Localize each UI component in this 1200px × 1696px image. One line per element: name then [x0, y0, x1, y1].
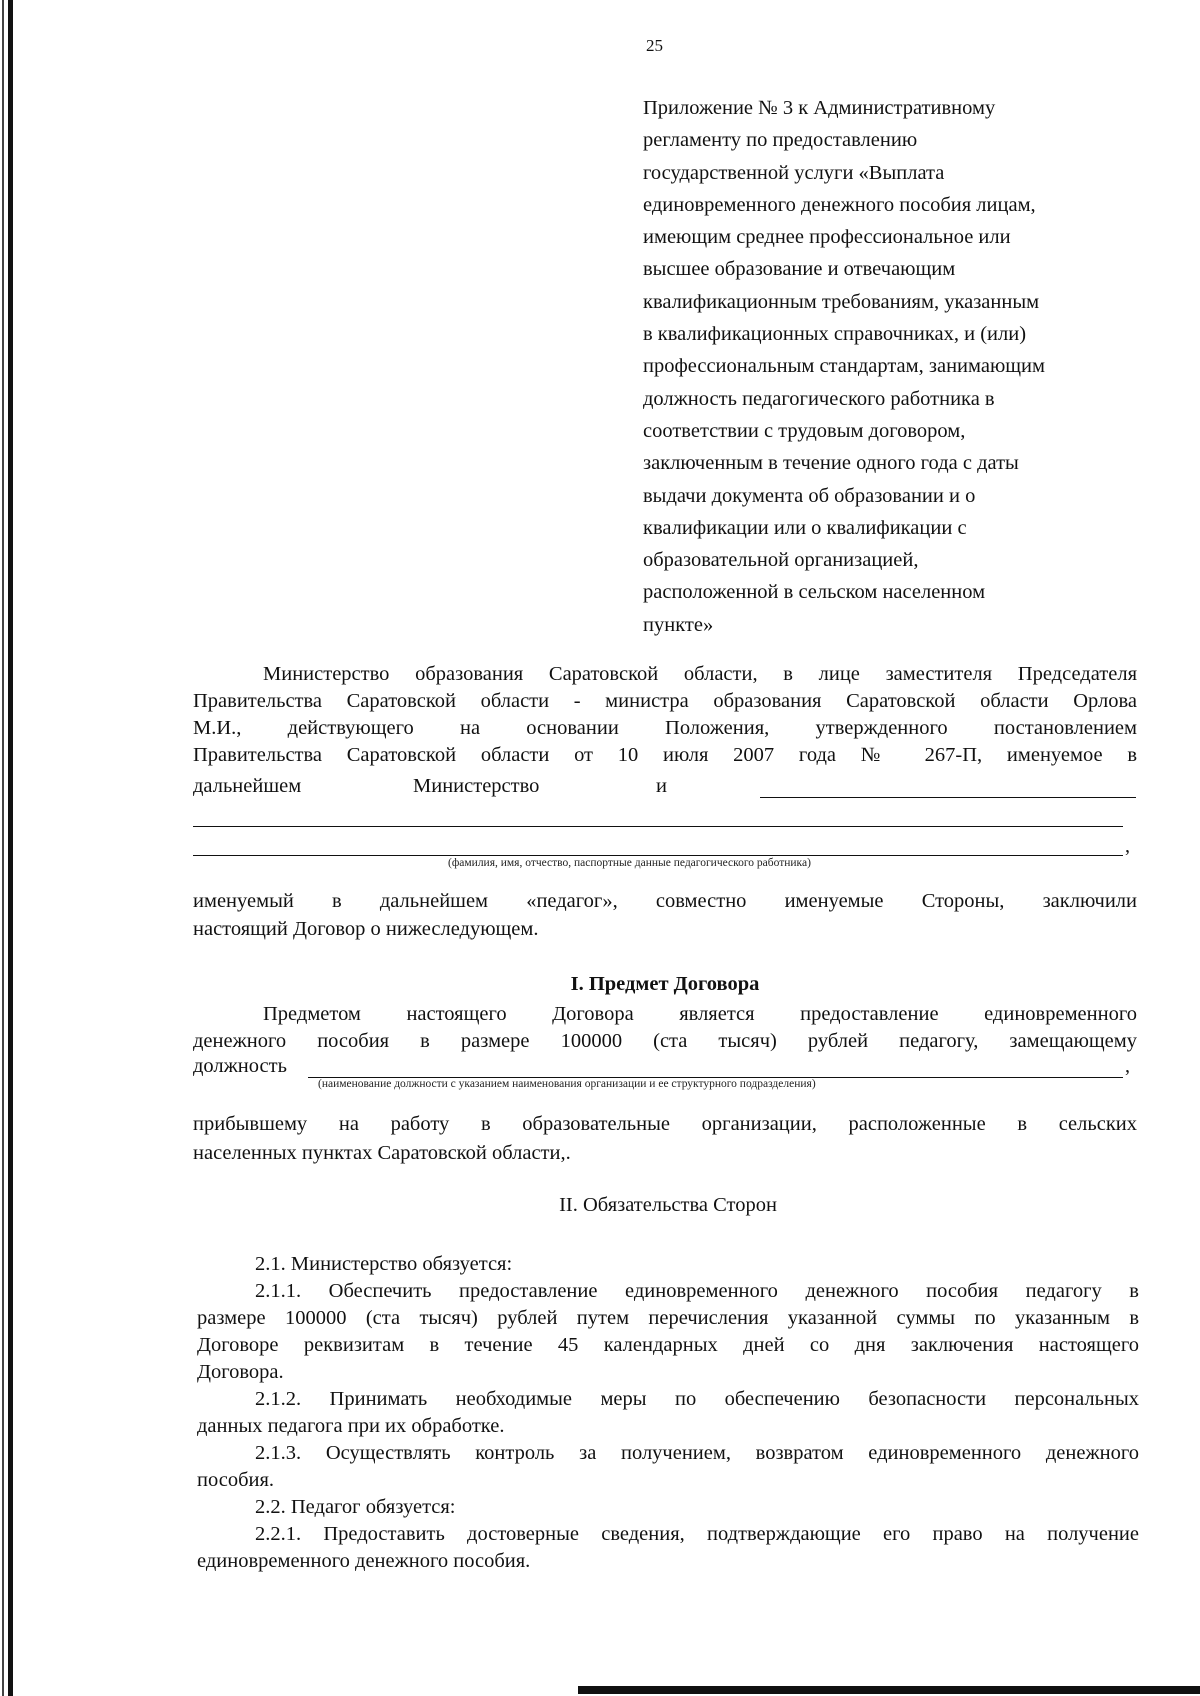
intro-line: Правительства Саратовской области от 10 июля 2007 года № 267-П, именуемое в: [193, 744, 1137, 766]
obligation-line: 2.1.1. Обеспечить предоставление единовременного денежного пособия педагогу в: [255, 1280, 1139, 1302]
intro-line: М.И., действующего на основании Положения, утвержденного постановлением: [193, 717, 1137, 739]
obligation-line: Договоре реквизитам в течение 45 календарных дней со дня заключения настоящего: [197, 1334, 1139, 1356]
section-1-after-line: прибывшему на работу в образовательные организации, расположенные в сельских: [193, 1113, 1137, 1135]
section-1-line: денежного пособия в размере 100000 (ста тысяч) рублей педагогу, замещающему: [193, 1030, 1137, 1052]
fill-line: [193, 855, 1123, 856]
obligation-line: 2.2. Педагог обязуется:: [255, 1496, 456, 1518]
obligation-line: 2.1. Министерство обязуется:: [255, 1253, 513, 1275]
after-intro-paragraph: [193, 887, 1137, 943]
obligation-line: размере 100000 (ста тысяч) рублей путем перечисления указанной суммы по указанным в: [197, 1307, 1139, 1329]
appendix-line: государственной услуги «Выплата: [643, 161, 945, 184]
section-2-title: II. Обязательства Сторон: [559, 1194, 777, 1216]
fill-line: [193, 826, 1123, 827]
appendix-line: имеющим среднее профессиональное или: [643, 226, 1011, 249]
field-caption-position: (наименование должности с указанием наименования организации и ее структурного подразделения): [318, 1078, 816, 1090]
obligation-line: 2.1.3. Осуществлять контроль за получением, возвратом единовременного денежного: [255, 1442, 1139, 1464]
appendix-line: соответствии с трудовым договором,: [643, 419, 966, 442]
obligation-line: 2.2.1. Предоставить достоверные сведения, подтверждающие его право на получение: [255, 1523, 1139, 1545]
appendix-line: должность педагогического работника в: [643, 387, 995, 410]
appendix-line: профессиональным стандартам, занимающим: [643, 355, 1045, 378]
obligation-line: пособия.: [197, 1469, 275, 1491]
fill-comma: ,: [1125, 1055, 1130, 1077]
appendix-line: квалификационным требованиям, указанным: [643, 290, 1040, 313]
field-caption-teacher: (фамилия, имя, отчество, паспортные данные педагогического работника): [448, 857, 811, 869]
intro-paragraph: [193, 661, 1137, 769]
obligation-line: 2.1.2. Принимать необходимые меры по обеспечению безопасности персональных: [255, 1388, 1139, 1410]
intro-last-line: [193, 775, 301, 798]
appendix-line: образовательной организацией,: [643, 549, 919, 572]
appendix-line: регламенту по предоставлению: [643, 129, 918, 152]
page-number: 25: [646, 36, 663, 55]
appendix-line: высшее образование и отвечающим: [643, 258, 956, 281]
appendix-line: расположенной в сельском населенном: [643, 581, 986, 604]
intro-word: и: [656, 775, 667, 797]
appendix-line: единовременного денежного пособия лицам,: [643, 193, 1036, 216]
appendix-line: заключенным в течение одного года с даты: [643, 452, 1019, 475]
appendix-header: [643, 92, 1113, 641]
appendix-line: квалификации или о квалификации с: [643, 516, 967, 539]
position-label: должность: [193, 1055, 287, 1077]
appendix-line: пункте»: [643, 613, 714, 636]
section-1-line: Предметом настоящего Договора является предоставление единовременного: [263, 1003, 1137, 1025]
intro-word: дальнейшем: [193, 775, 302, 797]
section-1-paragraph: [193, 1001, 1137, 1055]
appendix-line: выдачи документа об образовании и о: [643, 484, 976, 507]
intro-line: Министерство образования Саратовской области, в лице заместителя Председателя: [263, 663, 1137, 685]
obligation-line: единовременного денежного пособия.: [197, 1550, 531, 1572]
after-intro-line: именуемый в дальнейшем «педагог», совместно именуемые Стороны, заключили: [193, 890, 1137, 912]
after-intro-line: настоящий Договор о нижеследующем.: [193, 918, 539, 940]
obligation-line: данных педагога при их обработке.: [197, 1415, 505, 1437]
scan-bottom-edge: [578, 1686, 1200, 1694]
section-1-after-line: населенных пунктах Саратовской области,.: [193, 1142, 571, 1164]
scan-edge: [8, 0, 13, 1696]
appendix-line: в квалификационных справочниках, и (или): [643, 323, 1027, 346]
appendix-line: Приложение № 3 к Административному: [643, 97, 996, 119]
obligation-line: Договора.: [197, 1361, 284, 1383]
section-2-body: [197, 1251, 1139, 1575]
intro-word: Министерство: [413, 775, 540, 797]
fill-comma: ,: [1125, 835, 1130, 857]
intro-line: Правительства Саратовской области - министра образования Саратовской области Орлова: [193, 690, 1137, 712]
scan-edge-thin: [2, 0, 4, 1696]
fill-line: [760, 797, 1136, 798]
section-1-after: [193, 1110, 1137, 1168]
section-1-title: I. Предмет Договора: [570, 973, 760, 995]
